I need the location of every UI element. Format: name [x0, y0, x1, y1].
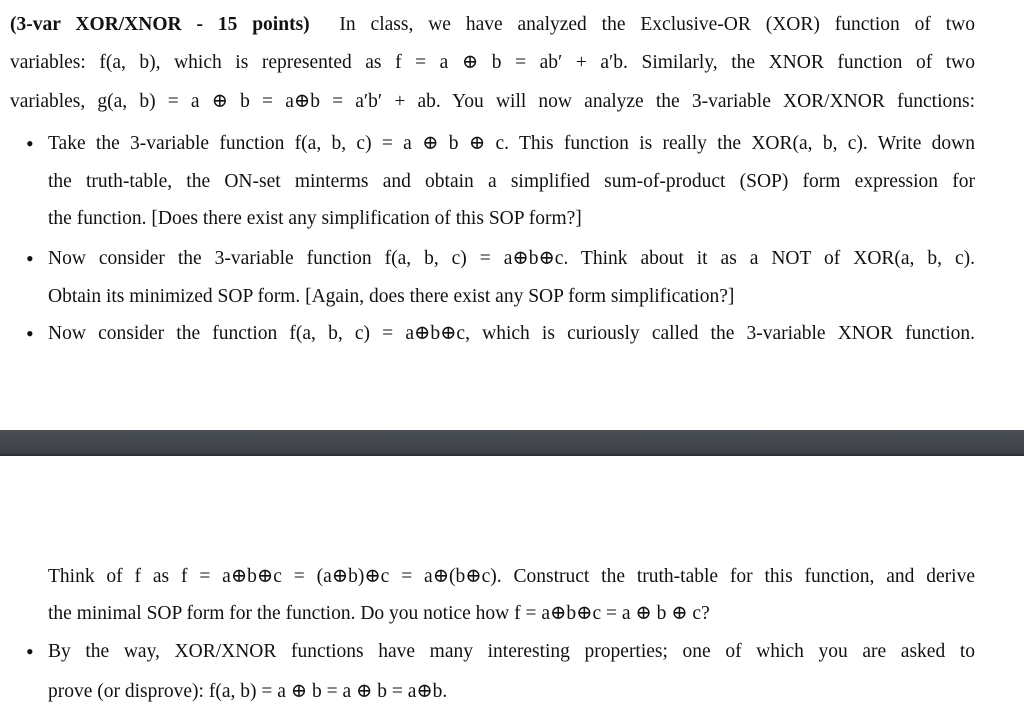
intro-text-1: In class, we have analyzed the Exclusive-OR (XOR) function of two: [339, 14, 976, 35]
bullet-3-line-1: [48, 321, 975, 347]
problem-intro-line-3: [10, 89, 975, 115]
bullet-2-text-1: Now consider the 3-variable function f(a, b, c) = a⊕b⊕c. Think about it as a NOT of XOR(a, b, c).: [48, 248, 975, 269]
bullet-1-text-2: the truth-table, the ON-set minterms and obtain a simplified sum-of-product (SOP) form expression for: [48, 171, 975, 192]
last-bullet-line-2: [48, 679, 975, 705]
last-bullet-text-1: By the way, XOR/XNOR functions have many interesting properties; one of which you are asked to: [48, 641, 975, 662]
bullet-3-text-1: Now consider the function f(a, b, c) = a⊕b⊕c, which is curiously called the 3-variable XNOR function.: [48, 323, 975, 344]
bullet-1-line-3: [48, 206, 975, 232]
bullet-marker: •: [26, 246, 34, 271]
bullet-2-line-2: [48, 284, 975, 310]
bullet-1-text-1: Take the 3-variable function f(a, b, c) = a ⊕ b ⊕ c. This function is really the XOR(a, b, c). Write down: [48, 133, 975, 154]
intro-line-1-content: [10, 12, 975, 38]
bullet-marker: •: [26, 639, 34, 664]
bullet-marker: •: [26, 131, 34, 156]
continuation-line-1: [48, 564, 975, 590]
problem-label: (3-var XOR/XNOR - 15 points): [10, 14, 310, 35]
page-divider: [0, 430, 1024, 456]
intro-text-2: variables: f(a, b), which is represented as f = a ⊕ b = ab′ + a′b. Similarly, the XNOR function of two: [10, 52, 975, 73]
last-bullet-text-2: prove (or disprove): f(a, b) = a ⊕ b = a ⊕ b = a⊕b.: [48, 681, 448, 702]
bullet-1-text-3: the function. [Does there exist any simplification of this SOP form?]: [48, 208, 582, 229]
bullet-2-line-1: [48, 246, 975, 272]
continuation-text-1: Think of f as f = a⊕b⊕c = (a⊕b)⊕c = a⊕(b⊕c). Construct the truth-table for this function, and derive: [48, 566, 975, 587]
continuation-text-2: the minimal SOP form for the function. Do you notice how f = a⊕b⊕c = a ⊕ b ⊕ c?: [48, 603, 710, 624]
continuation-line-2: [48, 601, 975, 627]
intro-text-3: variables, g(a, b) = a ⊕ b = a⊕b = a′b′ + ab. You will now analyze the 3-variable XOR/XNOR functions:: [10, 91, 975, 112]
last-bullet-line-1: [48, 639, 975, 665]
bullet-1-line-2: [48, 169, 975, 195]
bullet-1-line-1: [48, 131, 975, 157]
bullet-2-text-2: Obtain its minimized SOP form. [Again, does there exist any SOP form simplification?]: [48, 286, 735, 307]
problem-intro-line-1: [10, 12, 975, 38]
problem-intro-line-2: [10, 50, 975, 76]
bullet-marker: •: [26, 321, 34, 346]
